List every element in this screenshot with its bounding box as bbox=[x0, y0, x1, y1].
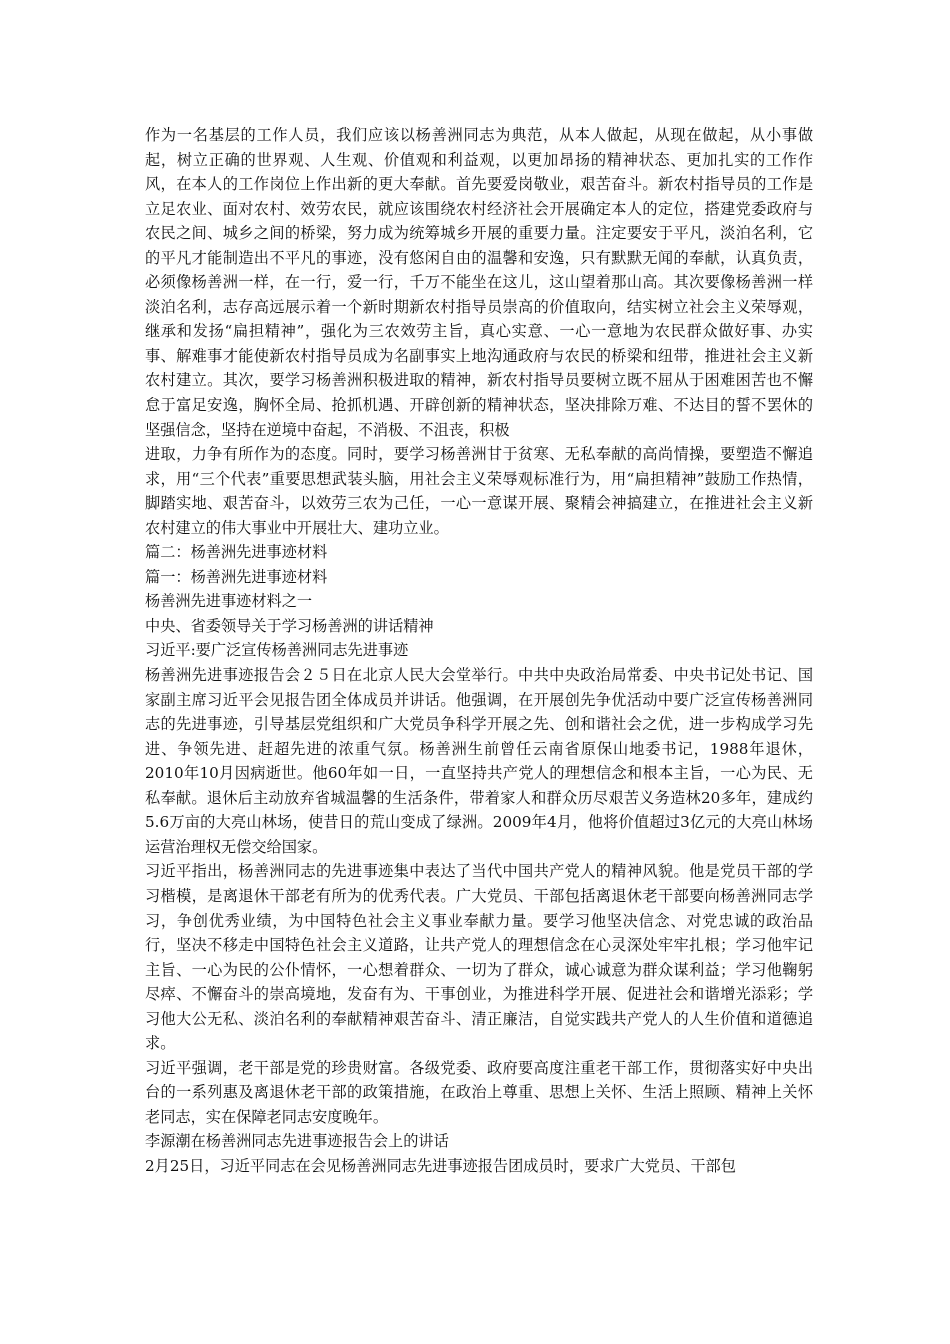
paragraph: 习近平指出，杨善洲同志的先进事迹集中表达了当代中国共产党人的精神风貌。他是党员干部的学习楷模，是离退休干部老有所为的优秀代表。广大党员、干部包括离退休老干部要向杨善洲同志学习，争创优秀业绩，为中国特色社会主义事业奉献力量。要学习他坚决信念、对党忠诚的政治品行，坚决不移走中国特色社会主义道路，让共产党人的理想信念在心灵深处牢牢扎根；学习他牢记主旨、一心为民的公仆情怀，一心想着群众、一切为了群众，诚心诚意为群众谋利益；学习他鞠躬尽瘁、不懈奋斗的崇高境地，发奋有为、干事创业，为推进科学开展、促进社会和谐增光添彩；学习他大公无私、淡泊名利的奉献精神艰苦奋斗、清正廉洁，自觉实践共产党人的人生价值和道德追求。 bbox=[145, 862, 813, 1053]
subsection-heading: 李源潮在杨善洲同志先进事迹报告会上的讲话 bbox=[145, 1132, 449, 1151]
subsection-heading: 习近平:要广泛宣传杨善洲同志先进事迹 bbox=[145, 641, 409, 660]
document-body bbox=[145, 123, 813, 1179]
paragraph: 杨善洲先进事迹报告会２５日在北京人民大会堂举行。中共中央政治局常委、中央书记处书记、国家副主席习近平会见报告团全体成员并讲话。他强调，在开展创先争优活动中要广泛宣传杨善洲同志的先进事迹，引导基层党组织和广大党员争科学开展之先、创和谐社会之优，进一步构成学习先进、争领先进、赶超先进的浓重气氛。杨善洲生前曾任云南省原保山地委书记，1988年退休，2010年10月因病逝世。他60年如一日，一直坚持共产党人的理想信念和根本主旨，一心为民、无私奉献。退休后主动放弃省城温馨的生活条件，带着家人和群众历尽艰苦义务造林20多年，建成约5.6万亩的大亮山林场，使昔日的荒山变成了绿洲。2009年4月，他将价值超过3亿元的大亮山林场运营治理权无偿交给国家。 bbox=[145, 666, 813, 856]
subsection-heading: 杨善洲先进事迹材料之一 bbox=[145, 592, 313, 611]
paragraph: 作为一名基层的工作人员，我们应该以杨善洲同志为典范，从本人做起，从现在做起，从小事做起，树立正确的世界观、人生观、价值观和利益观，以更加昂扬的精神状态、更加扎实的工作作风，在本人的工作岗位上作出新的更大奉献。首先要爱岗敬业，艰苦奋斗。新农村指导员的工作是立足农业、面对农村、效劳农民，就应该围绕农村经济社会开展确定本人的定位，搭建党委政府与农民之间、城乡之间的桥梁，努力成为统筹城乡开展的重要力量。注定要安于平凡，淡泊名利，它的平凡才能制造出不平凡的事迹，没有悠闲自由的温馨和安逸，只有默默无闻的奉献，认真负责，必须像杨善洲一样，在一行，爱一行，千万不能坐在这儿，这山望着那山高。其次要像杨善洲一样淡泊名利，志存高远展示着一个新时期新农村指导员崇高的价值取向，结实树立社会主义荣辱观，继承和发扬“扁担精神”，强化为三农效劳主旨，真心实意、一心一意地为农民群众做好事、办实事、解难事才能使新农村指导员成为名副事实上地沟通政府与农民的桥梁和纽带，推进社会主义新农村建立。其次，要学习杨善洲积极进取的精神，新农村指导员要树立既不屈从于困难困苦也不懈怠于富足安逸，胸怀全局、抢抓机遇、开辟创新的精神状态，坚决排除万难、不达目的誓不罢休的坚强信念，坚持在逆境中奋起，不消极、不沮丧，积极 bbox=[145, 126, 813, 439]
subsection-heading: 篇一：杨善洲先进事迹材料 bbox=[145, 567, 328, 586]
section-heading: 篇二：杨善洲先进事迹材料 bbox=[145, 543, 328, 562]
paragraph: 2月25日，习近平同志在会见杨善洲同志先进事迹报告团成员时，要求广大党员、干部包 bbox=[145, 1156, 736, 1175]
paragraph: 习近平强调，老干部是党的珍贵财富。各级党委、政府要高度注重老干部工作，贯彻落实好中央出台的一系列惠及离退休老干部的政策措施，在政治上尊重、思想上关怀、生活上照顾、精神上关怀老同志，实在保障老同志安度晚年。 bbox=[145, 1058, 813, 1126]
paragraph: 进取，力争有所作为的态度。同时，要学习杨善洲甘于贫寒、无私奉献的高尚情操，要塑造不懈追求，用“三个代表”重要思想武装头脑，用社会主义荣辱观标准行为，用“扁担精神”鼓励工作热情，脚踏实地、艰苦奋斗，以效劳三农为己任，一心一意谋开展、聚精会神搞建立，在推进社会主义新农村建立的伟大事业中开展壮大、建功立业。 bbox=[145, 445, 813, 537]
subsection-heading: 中央、省委领导关于学习杨善洲的讲话精神 bbox=[145, 616, 434, 635]
